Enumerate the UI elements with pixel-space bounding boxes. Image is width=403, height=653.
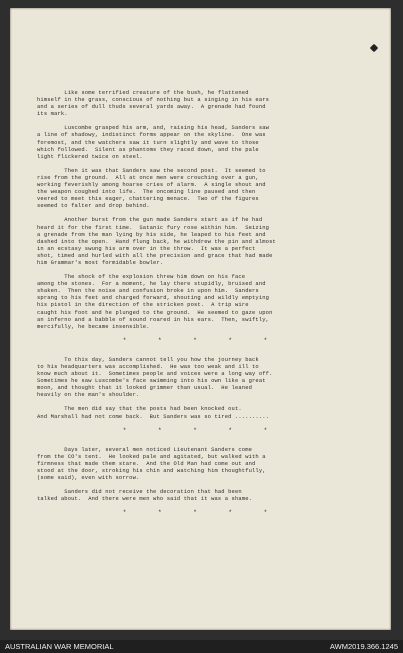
text-line: from the CO's tent. He looked pale and agitated, but walked with a: [37, 452, 266, 460]
text-line: rise from the ground. All at once men were crouching over a gun,: [37, 173, 259, 181]
text-line: mercifully, he became insensible.: [37, 322, 150, 330]
punch-hole-mark: [370, 44, 378, 52]
text-line: in an ecstasy swung his arm over in the throw. It was a perfect: [37, 244, 256, 252]
text-line: shot, timed and hurled with all the precision and grace that had made: [37, 251, 273, 259]
text-line: foremost, and the watchers saw it turn slightly and wave to those: [37, 138, 259, 146]
text-line: light flickered twice on steel.: [37, 152, 143, 160]
text-line: and a series of dull thuds several yards away. A grenade had found: [37, 103, 266, 111]
paragraph-2: [37, 124, 367, 159]
text-line: caught his foot and he plunged to the ground. He seemed to gaze upon: [37, 308, 273, 316]
text-line: (some said), even with sorrow.: [37, 474, 140, 482]
text-line: And Marshall had not come back. But Sanders was so tired ..........: [37, 412, 270, 420]
text-line: among the stones. For a moment, he lay there stupidly, bruised and: [37, 280, 266, 288]
text-line: firmness that made them stare. And the Old Man had come out and: [37, 459, 256, 467]
text-line: him Grammar's most formidable bowler.: [37, 258, 164, 266]
text-line: an inferno and a babble of sound roared in his ears. Then, swiftly,: [37, 315, 270, 323]
text-line: The men did say that the posts had been knocked out.: [37, 405, 242, 413]
text-line: which followed. Silent as phantoms they raced down, and the pale: [37, 145, 259, 153]
paragraph-1: [37, 89, 367, 117]
text-line: sprang to his feet and charged forward, shouting and wildly emptying: [37, 294, 270, 302]
text-line: a line of shadowy, indistinct forms appear on the skyline. One was: [37, 131, 266, 139]
accession-number: AWM2019.366.1245: [329, 642, 398, 651]
paragraph-6: [37, 356, 367, 399]
text-line: Sometimes he saw Luscombe's face swimming into his own like a great: [37, 377, 266, 385]
text-line: seemed to falter and drop behind.: [37, 202, 150, 210]
text-line: himself in the grass, conscious of nothing but a singing in his ears: [37, 96, 270, 104]
text-line: working feverishly among hoarse cries of alarm. A single shout and: [37, 181, 266, 189]
text-line: Like some terrified creature of the bush, he flattened: [37, 89, 249, 96]
section-separator: * * * * *: [122, 336, 282, 344]
typewritten-text: [37, 89, 367, 529]
text-line: heavily on the man's shoulder.: [37, 391, 140, 399]
section-separator: * * * * *: [122, 509, 282, 517]
text-line: Days later, several men noticed Lieutenant Sanders come: [37, 445, 253, 453]
section-separator: * * * * *: [122, 426, 282, 434]
text-line: moon, and thought that it looked grimmer than usual. He leaned: [37, 384, 253, 392]
text-line: dashed into the open. Hand flung back, he withdrew the pin and almost: [37, 237, 276, 245]
paragraph-4: [37, 216, 367, 266]
archive-footer: [0, 640, 403, 653]
text-line: to his headquarters was accomplished. He was too weak and ill to: [37, 363, 259, 370]
text-line: stood at the door, stroking his chin and watching him thoughtfully,: [37, 467, 266, 475]
text-line: The shock of the explosion threw him down on his face: [37, 273, 246, 281]
text-line: Luscombe grasped his arm, and, raising his head, Sanders saw: [37, 124, 270, 132]
paragraph-3: [37, 167, 367, 210]
text-line: veered to meet this eager, chattering menace. Two of the figures: [37, 195, 259, 203]
document-page: [10, 8, 391, 630]
text-line: talked about. And there were men who said that it was a shame.: [37, 495, 253, 503]
text-line: To this day, Sanders cannot tell you how the journey back: [37, 355, 259, 363]
text-line: his pistol in the direction of the stricken post. A trip wire: [37, 301, 249, 309]
text-line: Sanders did not receive the decoration that had been: [37, 488, 242, 496]
text-line: shaken. Then the noise and confusion broke in upon him. Sanders: [37, 287, 259, 295]
text-line: its mark.: [37, 110, 68, 118]
text-line: Another burst from the gun made Sanders start as if he had: [37, 216, 263, 224]
paragraph-9: [37, 488, 367, 502]
text-line: know much about it. Sometimes people and voices were a long way off.: [37, 370, 273, 378]
paragraph-8: [37, 446, 367, 481]
text-line: heard it for the first time. Satanic fury rose within him. Seizing: [37, 223, 270, 231]
text-line: Then it was that Sanders saw the second post. It seemed to: [37, 166, 266, 174]
text-line: the weapon coughed into life. The oncoming line paused and then: [37, 188, 256, 196]
paragraph-7: [37, 405, 367, 419]
institution-label: AUSTRALIAN WAR MEMORIAL: [5, 642, 114, 651]
paragraph-5: [37, 273, 367, 330]
text-line: a grenade from the man lying by his side, he leaped to his feet and: [37, 230, 266, 238]
